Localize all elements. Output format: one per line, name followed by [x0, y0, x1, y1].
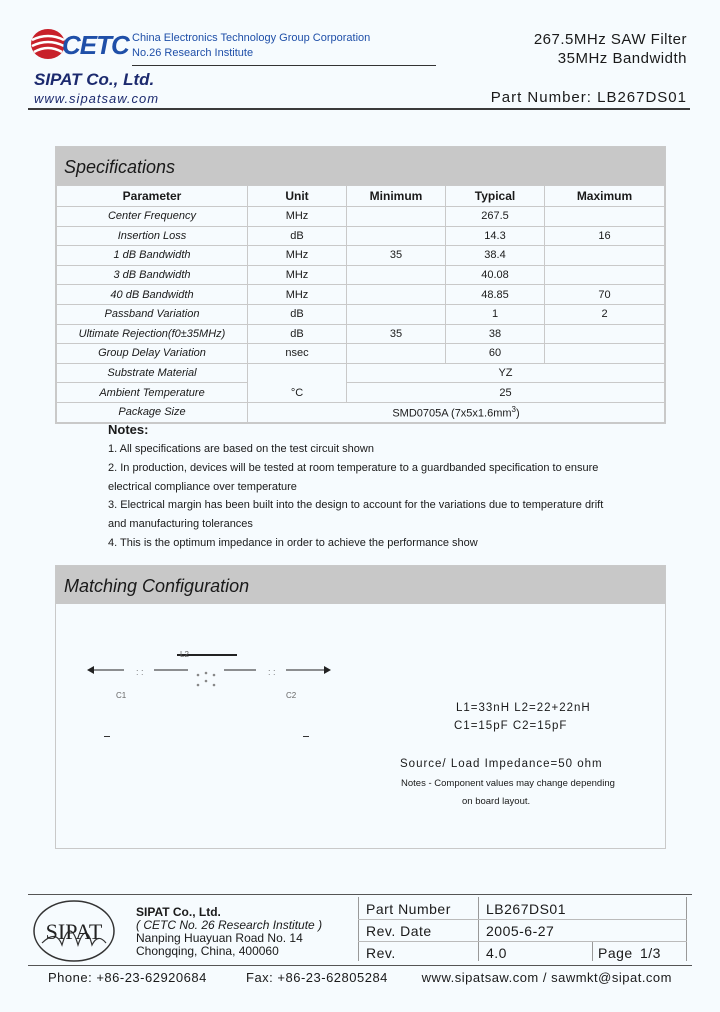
typ-cell: 38	[446, 324, 545, 344]
matching-title: Matching Configuration	[56, 566, 665, 604]
param-cell: Passband Variation	[57, 304, 248, 324]
company-name: SIPAT Co., Ltd.	[34, 70, 155, 89]
param-cell: 1 dB Bandwidth	[57, 246, 248, 266]
c2-label: C2	[286, 691, 297, 700]
ambient-value: 25	[347, 383, 665, 403]
package-value-cell	[248, 402, 665, 422]
footer-address1: Nanping Huayuan Road No. 14	[136, 931, 303, 945]
typ-cell: 48.85	[446, 285, 545, 305]
min-cell	[347, 304, 446, 324]
footer-address2: Chongqing, China, 400060	[136, 944, 279, 958]
min-cell	[347, 344, 446, 364]
max-cell	[545, 265, 665, 285]
footer-top-rule	[28, 894, 692, 895]
max-cell: 16	[545, 226, 665, 246]
notes-list	[108, 440, 603, 553]
notes-title: Notes:	[108, 422, 149, 437]
footer-rev-date-label: Rev. Date	[366, 923, 432, 939]
table-row	[57, 226, 665, 246]
substrate-label: Substrate Material	[57, 363, 248, 383]
footer-divider	[686, 897, 687, 961]
ground-mark	[104, 736, 110, 737]
typ-cell: 40.08	[446, 265, 545, 285]
max-cell: 2	[545, 304, 665, 324]
specifications-section	[55, 146, 666, 424]
specifications-title: Specifications	[56, 147, 665, 185]
header-rule	[28, 108, 690, 110]
seal-text: SIPAT	[45, 919, 103, 944]
footer-contact-link[interactable]: www.sipatsaw.com / sawmkt@sipat.com	[421, 970, 672, 985]
footer-rev-label: Rev.	[366, 945, 396, 961]
website-link[interactable]: www.sipatsaw.com	[34, 91, 160, 106]
min-cell: 35	[347, 324, 446, 344]
footer-divider	[592, 941, 593, 961]
col-minimum: Minimum	[347, 186, 446, 207]
corp-name: China Electronics Technology Group Corporation	[132, 32, 371, 44]
svg-text:: :: : :	[136, 667, 144, 677]
product-title: 267.5MHz SAW Filter	[533, 31, 687, 48]
arrow-tail-icon	[87, 666, 94, 674]
max-cell	[545, 207, 665, 227]
institute-name: No.26 Research Institute	[132, 47, 254, 59]
substrate-value: YZ	[347, 363, 665, 383]
table-row	[57, 304, 665, 324]
footer-divider	[358, 897, 359, 961]
unit-cell: dB	[248, 324, 347, 344]
note-line: 4. This is the optimum impedance in order to achieve the performance show	[108, 536, 478, 549]
max-cell	[545, 324, 665, 344]
col-typical: Typical	[446, 186, 545, 207]
typ-cell: 38.4	[446, 246, 545, 266]
header-divider	[132, 65, 436, 66]
table-row	[57, 285, 665, 305]
footer-bottom-rule	[28, 965, 692, 966]
table-row	[57, 246, 665, 266]
footer-rev-date-value: 2005-6-27	[486, 923, 555, 939]
footer-phone: Phone: +86-23-62920684	[48, 970, 207, 985]
inductor-values: L1=33nH L2=22+22nH	[456, 702, 591, 714]
table-row	[57, 383, 665, 403]
footer-row-rule	[358, 941, 687, 942]
min-cell	[347, 207, 446, 227]
max-cell	[545, 246, 665, 266]
c1-label: C1	[116, 691, 127, 700]
footer-page-label: Page	[598, 945, 633, 961]
specifications-table	[56, 185, 665, 423]
footer-company: SIPAT Co., Ltd.	[136, 905, 221, 919]
unit-cell: MHz	[248, 207, 347, 227]
matching-note: on board layout.	[462, 796, 531, 807]
filter-component	[188, 667, 224, 691]
min-cell	[347, 265, 446, 285]
col-parameter: Parameter	[57, 186, 248, 207]
unit-cell: dB	[248, 304, 347, 324]
unit-cell: MHz	[248, 265, 347, 285]
matching-circuit-diagram	[84, 645, 334, 715]
product-bandwidth: 35MHz Bandwidth	[557, 50, 687, 67]
note-line: electrical compliance over temperature	[108, 480, 297, 493]
param-cell: Center Frequency	[57, 207, 248, 227]
table-row	[57, 207, 665, 227]
package-close: )	[516, 407, 520, 420]
max-cell	[545, 344, 665, 364]
table-row	[57, 402, 665, 422]
footer-part-label: Part Number	[366, 901, 451, 917]
note-line: and manufacturing tolerances	[108, 518, 253, 531]
footer-divider	[478, 897, 479, 961]
ambient-unit: °C	[248, 363, 347, 402]
footer-row-rule	[358, 919, 687, 920]
min-cell	[347, 285, 446, 305]
unit-cell: MHz	[248, 285, 347, 305]
col-unit: Unit	[248, 186, 347, 207]
note-line: 3. Electrical margin has been built into the design to account for the variations due to temperature drift	[108, 499, 604, 512]
footer-part-value: LB267DS01	[486, 901, 567, 917]
footer-rev-value: 4.0	[486, 945, 507, 961]
param-cell: 3 dB Bandwidth	[57, 265, 248, 285]
package-label: Package Size	[57, 402, 248, 422]
table-row	[57, 363, 665, 383]
unit-cell: MHz	[248, 246, 347, 266]
unit-cell: dB	[248, 226, 347, 246]
table-row	[57, 324, 665, 344]
min-cell	[347, 226, 446, 246]
capacitor-values: C1=15pF C2=15pF	[454, 720, 568, 732]
table-row	[57, 265, 665, 285]
impedance-text: Source/ Load Impedance=50 ohm	[400, 758, 603, 770]
package-sup: 3	[511, 404, 516, 414]
package-value: SMD0705A (7x5x1.6mm	[392, 407, 512, 420]
typ-cell: 14.3	[446, 226, 545, 246]
param-cell: Group Delay Variation	[57, 344, 248, 364]
max-cell: 70	[545, 285, 665, 305]
typ-cell: 1	[446, 304, 545, 324]
param-cell: Insertion Loss	[57, 226, 248, 246]
col-maximum: Maximum	[545, 186, 665, 207]
footer-fax: Fax: +86-23-62805284	[246, 970, 388, 985]
table-header-row	[57, 186, 665, 207]
arrow-head-icon	[324, 666, 331, 674]
matching-note: Notes - Component values may change depending	[401, 778, 615, 789]
cetc-logo-text: CETC	[62, 30, 129, 60]
sipat-seal-icon	[32, 899, 116, 963]
unit-cell: nsec	[248, 344, 347, 364]
param-cell: Ultimate Rejection(f0±35MHz)	[57, 324, 248, 344]
param-cell: 40 dB Bandwidth	[57, 285, 248, 305]
typ-cell: 267.5	[446, 207, 545, 227]
footer-page-value: 1/3	[640, 945, 661, 961]
part-number: Part Number: LB267DS01	[490, 89, 687, 106]
note-line: 2. In production, devices will be tested at room temperature to a guardbanded specification to ensure	[108, 461, 599, 474]
min-cell: 35	[347, 246, 446, 266]
svg-text:: :: : :	[268, 667, 276, 677]
ambient-label: Ambient Temperature	[57, 383, 248, 403]
typ-cell: 60	[446, 344, 545, 364]
note-line: 1. All specifications are based on the test circuit shown	[108, 443, 374, 455]
table-row	[57, 344, 665, 364]
footer-institute: ( CETC No. 26 Research Institute )	[136, 918, 323, 932]
l2-label: L2	[180, 650, 189, 659]
ground-mark	[303, 736, 309, 737]
